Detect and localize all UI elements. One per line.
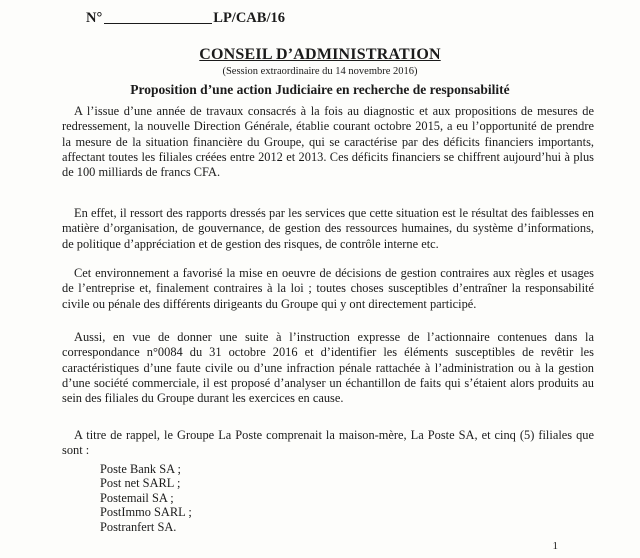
reference-prefix: N° [86,10,103,26]
paragraph-reminder: A titre de rappel, le Groupe La Poste comprenait la maison-mère, La Poste SA, et cinq (5) filiales que sont : [62,428,594,458]
paragraph-findings: En effet, il ressort des rapports dressés par les services que cette situation est le résultat des faiblesses en matière d’organisation, de gouvernance, de gestion des ressources humaines, du système d’informations, de politique d’appréciation et de gestion des risques, de contrôle interne etc. [62,206,594,251]
list-item: Post net SARL ; [100,476,181,491]
subsidiaries-list [100,462,192,534]
paragraph-proposal: Aussi, en vue de donner une suite à l’instruction expresse de l’actionnaire contenues dans la correspondance n°0084 du 31 octobre 2016 et d’identifier les éléments susceptibles de revêtir les caractéristiques d’une faute civile ou d’une infraction pénale rattachée à l’administration ou à la gestion d’une société commerciale, il est proposé d’analyser un échantillon de faits qui s’étaient alors produits au sein des filiales du Groupe durant les exercices en cause. [62,330,594,406]
reference-blank-line [104,23,212,24]
document-title: CONSEIL D’ADMINISTRATION [199,46,441,63]
paragraph-context: A l’issue d’une année de travaux consacrés à la fois au diagnostic et aux propositions de mesures de redressement, la nouvelle Direction Générale, établie courant octobre 2015, a eu l’opportunité de prendre la mesure de la situation financière du Groupe, qui se caractérise par des déficits financiers importants, affectant toutes les filiales créées entre 2012 et 2013. Ces déficits financiers se chiffrent aujourd’hui à plus de 100 milliards de francs CFA. [62,104,594,180]
page-number: 1 [552,540,558,552]
reference-number [86,10,285,27]
session-date: (Session extraordinaire du 14 novembre 2016) [222,66,418,77]
list-item: PostImmo SARL ; [100,505,192,520]
list-item: Postemail SA ; [100,490,174,505]
document-subtitle: Proposition d’une action Judiciaire en recherche de responsabilité [130,82,510,97]
paragraph-consequences: Cet environnement a favorisé la mise en oeuvre de décisions de gestion contraires aux règles et usages de l’entreprise et, finalement contraires à la loi ; toutes choses susceptibles d’entraîner la responsabilité civile ou pénale des différents dirigeants du Groupe qui y ont directement participé. [62,266,594,311]
reference-suffix: LP/CAB/16 [213,10,285,26]
list-item: Poste Bank SA ; [100,462,181,476]
list-item: Postranfert SA. [100,519,177,534]
